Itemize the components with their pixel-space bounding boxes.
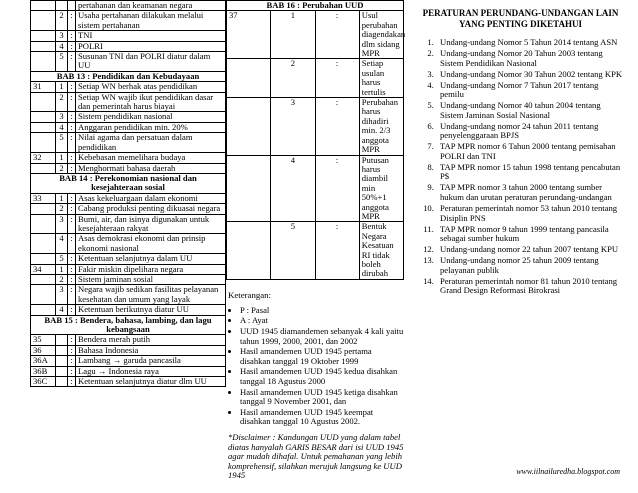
article-number (31, 254, 56, 264)
article-number (31, 1, 56, 11)
clause-number: 3 (56, 112, 68, 122)
article-number (31, 52, 56, 72)
regulation-item: 10. Peraturan pemerintah nomor 53 tahun 2010 tentang Disiplin PNS (436, 204, 623, 223)
separator: : (68, 274, 76, 284)
article-number (31, 305, 56, 315)
clause-number: 1 (56, 193, 68, 203)
separator: : (68, 31, 76, 41)
constitution-table-bab16 (226, 0, 404, 280)
clause-text: Ketentuan selanjutnya dalam UU (76, 254, 226, 264)
article-number (31, 122, 56, 132)
table-row (31, 345, 226, 355)
clause-text: Setiap usulan harus tertulis (359, 59, 403, 98)
clause-number (56, 345, 68, 355)
clause-text: Menghormati bahasa daerah (76, 163, 226, 173)
chapter-header-row (31, 173, 226, 193)
article-number: 36C (31, 377, 56, 387)
clause-number: 1 (56, 264, 68, 274)
separator: : (68, 345, 76, 355)
separator: : (68, 82, 76, 92)
separator: : (68, 366, 76, 376)
separator: : (68, 285, 76, 305)
table-row (31, 112, 226, 122)
table-row (227, 11, 404, 59)
clause-text: Putusan harus diambil min 50%+1 anggota MPR (359, 155, 403, 222)
clause-text: Asas kekeluargaan dalam ekonomi (76, 193, 226, 203)
clause-number: 4 (56, 41, 68, 51)
table-row (31, 305, 226, 315)
table-row (227, 155, 404, 222)
separator: : (68, 214, 76, 234)
notes-section (226, 290, 404, 481)
disclaimer: *Disclaimer : Kandungan UUD yang dalam tabel diatas hanyalah GARIS BESAR dari isi UUD 1945 agar mudah dihafal. Untuk pemahanan yang lebih komprehensif, silahkan merujuk langsung ke UUD 1945 (228, 431, 404, 481)
clause-text: Susunan TNI dan POLRI diatur dalam UU (76, 52, 226, 72)
clause-text: Asas demokrasi ekonomi dan prinsip ekonomi nasional (76, 234, 226, 254)
clause-text: Sistem jaminan sosial (76, 274, 226, 284)
article-number (31, 285, 56, 305)
table-row (31, 1, 226, 11)
table-row (31, 11, 226, 31)
article-number: 33 (31, 193, 56, 203)
clause-text: Ketentuan selanjutnya diatur dlm UU (76, 377, 226, 387)
regulation-item: 3. Undang-undang Nomor 30 Tahun 2002 tentang KPK (436, 70, 623, 80)
table-row (227, 222, 404, 279)
table-row (31, 41, 226, 51)
clause-number: 3 (271, 98, 315, 155)
regulation-item: 7. TAP MPR nomor 6 Tahun 2000 tentang pemisahan POLRI dan TNI (436, 142, 623, 161)
table-row (31, 214, 226, 234)
note-item: • Hasil amandemen UUD 1945 kedua disahkan tanggal 18 Agustus 2000 (240, 367, 404, 386)
table-row (31, 153, 226, 163)
table-row (31, 31, 226, 41)
clause-text: pertahanan dan keamanan negara (76, 1, 226, 11)
article-number (31, 92, 56, 112)
separator: : (68, 122, 76, 132)
clause-text: Setiap WN berhak atas pendidikan (76, 82, 226, 92)
clause-text: Bumi, air, dan isinya digunakan untuk kesejahteraan rakyat (76, 214, 226, 234)
clause-text: Bentuk Negara Kesatuan RI tidak boleh dirubah (359, 222, 403, 279)
table-row (31, 82, 226, 92)
table-row (31, 264, 226, 274)
regulation-item: 5. Undang-undang Nomor 40 tahun 2004 tentang Sistem Jaminan Sosial Nasional (436, 101, 623, 120)
table-row (31, 274, 226, 284)
clause-text: Setiap WN wajib ikut pendidikan dasar dan pemerintah harus biayai (76, 92, 226, 112)
article-number (31, 11, 56, 31)
article-number (31, 234, 56, 254)
separator: : (68, 133, 76, 153)
clause-text: Negara wajib sedikan fasilitas pelayanan kesehatan dan umum yang layak (76, 285, 226, 305)
article-number (31, 133, 56, 153)
clause-number: 3 (56, 285, 68, 305)
clause-number: 2 (56, 163, 68, 173)
article-number: 36 (31, 345, 56, 355)
clause-number: 5 (56, 254, 68, 264)
article-number (227, 59, 271, 98)
separator: : (315, 11, 359, 59)
clause-text: Anggaran pendidikan min. 20% (76, 122, 226, 132)
clause-text: TNI (76, 31, 226, 41)
left-column (30, 0, 226, 387)
clause-number: 1 (56, 153, 68, 163)
article-number: 37 (227, 11, 271, 59)
regulation-item: 13. Undang-undang nomor 25 tahun 2009 tentang pelayanan publik (436, 256, 623, 275)
separator: : (315, 98, 359, 155)
separator: : (68, 52, 76, 72)
table-row (227, 98, 404, 155)
article-number: 35 (31, 335, 56, 345)
clause-number (56, 356, 68, 366)
regulations-list (418, 38, 623, 296)
regulation-item: 1. Undang-undang Nomor 5 Tahun 2014 tentang ASN (436, 38, 623, 48)
regulation-item: 14. Peraturan pemerintah nomor 81 tahun 2010 tentang Grand Design Reformasi Birokrasi (436, 277, 623, 296)
clause-text: Ketentuan berikutnya diatur UU (76, 305, 226, 315)
article-number (31, 204, 56, 214)
article-number (31, 274, 56, 284)
regulation-item: 12. Undang-undang nomor 22 tahun 2007 tentang KPU (436, 245, 623, 255)
clause-number (56, 1, 68, 11)
clause-number: 4 (56, 122, 68, 132)
clause-text: Bahasa Indonesia (76, 345, 226, 355)
regulation-item: 4. Undang-undang Nomor 7 Tahun 2017 tentang pemilu (436, 81, 623, 100)
separator: : (68, 356, 76, 366)
article-number: 31 (31, 82, 56, 92)
clause-text: Sistem pendidikan nasional (76, 112, 226, 122)
article-number: 32 (31, 153, 56, 163)
clause-number (56, 366, 68, 376)
notes-title: Keterangan: (228, 289, 271, 300)
regulation-item: 8. TAP MPR nomor 15 tahun 1998 tentang pencabutan P$ (436, 163, 623, 182)
clause-text: Nilai agama dan persatuan dalam pendidikan (76, 133, 226, 153)
right-column (418, 0, 623, 297)
separator (68, 1, 76, 11)
article-number (227, 155, 271, 222)
table-row (31, 193, 226, 203)
chapter-header-row (31, 315, 226, 335)
table-row (31, 285, 226, 305)
article-number: 36A (31, 356, 56, 366)
chapter-header-row (227, 1, 404, 11)
notes-list (228, 306, 404, 427)
separator: : (68, 234, 76, 254)
clause-text: Lagu → Indonesia raya (76, 366, 226, 376)
regulation-item: 2. Undang-undang Nomor 20 Tahun 2003 tentang Sistem Pendidikan Nasional (436, 49, 623, 68)
note-item: • Hasil amandemen UUD 1945 keempat disahkan tanggal 10 Agustus 2002. (240, 408, 404, 427)
separator: : (315, 222, 359, 279)
clause-number: 4 (56, 305, 68, 315)
clause-number: 2 (56, 92, 68, 112)
separator: : (68, 41, 76, 51)
clause-text: Fakir miskin dipelihara negara (76, 264, 226, 274)
separator: : (68, 335, 76, 345)
separator: : (315, 155, 359, 222)
separator: : (68, 112, 76, 122)
clause-number: 4 (271, 155, 315, 222)
clause-number: 2 (56, 11, 68, 31)
footer-url[interactable]: www.iilnailuredha.blogspot.com (516, 467, 620, 476)
note-item: • A : Ayat (240, 316, 404, 326)
table-row (31, 92, 226, 112)
clause-number: 3 (56, 31, 68, 41)
separator: : (68, 11, 76, 31)
table-row (31, 163, 226, 173)
article-number (31, 112, 56, 122)
separator: : (68, 254, 76, 264)
constitution-table-left (30, 0, 226, 387)
separator: : (68, 92, 76, 112)
table-row (31, 52, 226, 72)
clause-text: Bendera merah putih (76, 335, 226, 345)
clause-number: 5 (56, 52, 68, 72)
regulation-item: 9. TAP MPR nomor 3 tahun 2000 tentang sumber hukum dan urutan peraturan perundang-undangan (436, 183, 623, 202)
clause-text: POLRI (76, 41, 226, 51)
clause-number: 3 (56, 214, 68, 234)
separator: : (68, 163, 76, 173)
article-number (227, 98, 271, 155)
clause-number: 5 (271, 222, 315, 279)
chapter-header: BAB 15 : Bendera, bahasa, lambing, dan lagu kebangsaan (31, 315, 226, 335)
table-row (31, 122, 226, 132)
middle-column (226, 0, 404, 481)
separator: : (68, 377, 76, 387)
separator: : (68, 305, 76, 315)
chapter-header: BAB 13 : Pendidikan dan Kebudayaan (31, 71, 226, 81)
note-item: • P : Pasal (240, 306, 404, 316)
clause-number: 2 (271, 59, 315, 98)
clause-number: 2 (56, 204, 68, 214)
clause-number (56, 335, 68, 345)
table-row (31, 377, 226, 387)
clause-text: Kebebasan memelihara budaya (76, 153, 226, 163)
table-row (31, 234, 226, 254)
clause-number: 4 (56, 234, 68, 254)
clause-text: Perubahan harus dihadiri min. 2/3 anggota MPR (359, 98, 403, 155)
regulations-title: PERATURAN PERUNDANG-UNDANGAN LAIN YANG PENTING DIKETAHUI (422, 8, 619, 29)
regulation-item: 6. Undang-undang nomor 24 tahun 2011 tentang penyelenggaraan BPJS (436, 122, 623, 141)
table-row (31, 366, 226, 376)
article-number: 34 (31, 264, 56, 274)
table-row (31, 356, 226, 366)
clause-number: 1 (271, 11, 315, 59)
table-row (31, 133, 226, 153)
clause-number: 5 (56, 133, 68, 153)
separator: : (68, 264, 76, 274)
clause-text: Usul perubahan diagendakan dlm sidang MPR (359, 11, 403, 59)
separator: : (68, 153, 76, 163)
article-number: 36B (31, 366, 56, 376)
note-item: • Hasil amandemen UUD 1945 ketiga disahkan tanggal 9 November 2001, dan (240, 388, 404, 407)
note-item: • Hasil amandemen UUD 1945 pertama disahkan tanggal 19 Oktober 1999 (240, 347, 404, 366)
separator: : (315, 59, 359, 98)
clause-text: Usaha pertahanan dilakukan melalui sistem pertahanan (76, 11, 226, 31)
chapter-header-row (31, 71, 226, 81)
regulation-item: 11. TAP MPR nomor 9 tahun 1999 tentang pancasila sebagai sumber hukum (436, 225, 623, 244)
chapter-header: BAB 14 : Perekonomian nasional dan kesejahteraan sosial (31, 173, 226, 193)
clause-text: Lambang → garuda pancasila (76, 356, 226, 366)
article-number (31, 31, 56, 41)
separator: : (68, 193, 76, 203)
clause-number: 2 (56, 274, 68, 284)
separator: : (68, 204, 76, 214)
table-row (31, 204, 226, 214)
note-item: • UUD 1945 diamandemen sebanyak 4 kali yaitu tahun 1999, 2000, 2001, dan 2002 (240, 327, 404, 346)
clause-number: 1 (56, 82, 68, 92)
clause-number (56, 377, 68, 387)
article-number (31, 163, 56, 173)
article-number (31, 41, 56, 51)
chapter-header: BAB 16 : Perubahan UUD (227, 1, 404, 11)
table-row (227, 59, 404, 98)
article-number (31, 214, 56, 234)
table-row (31, 254, 226, 264)
clause-text: Cabang produksi penting dikuasai negara (76, 204, 226, 214)
table-row (31, 335, 226, 345)
article-number (227, 222, 271, 279)
